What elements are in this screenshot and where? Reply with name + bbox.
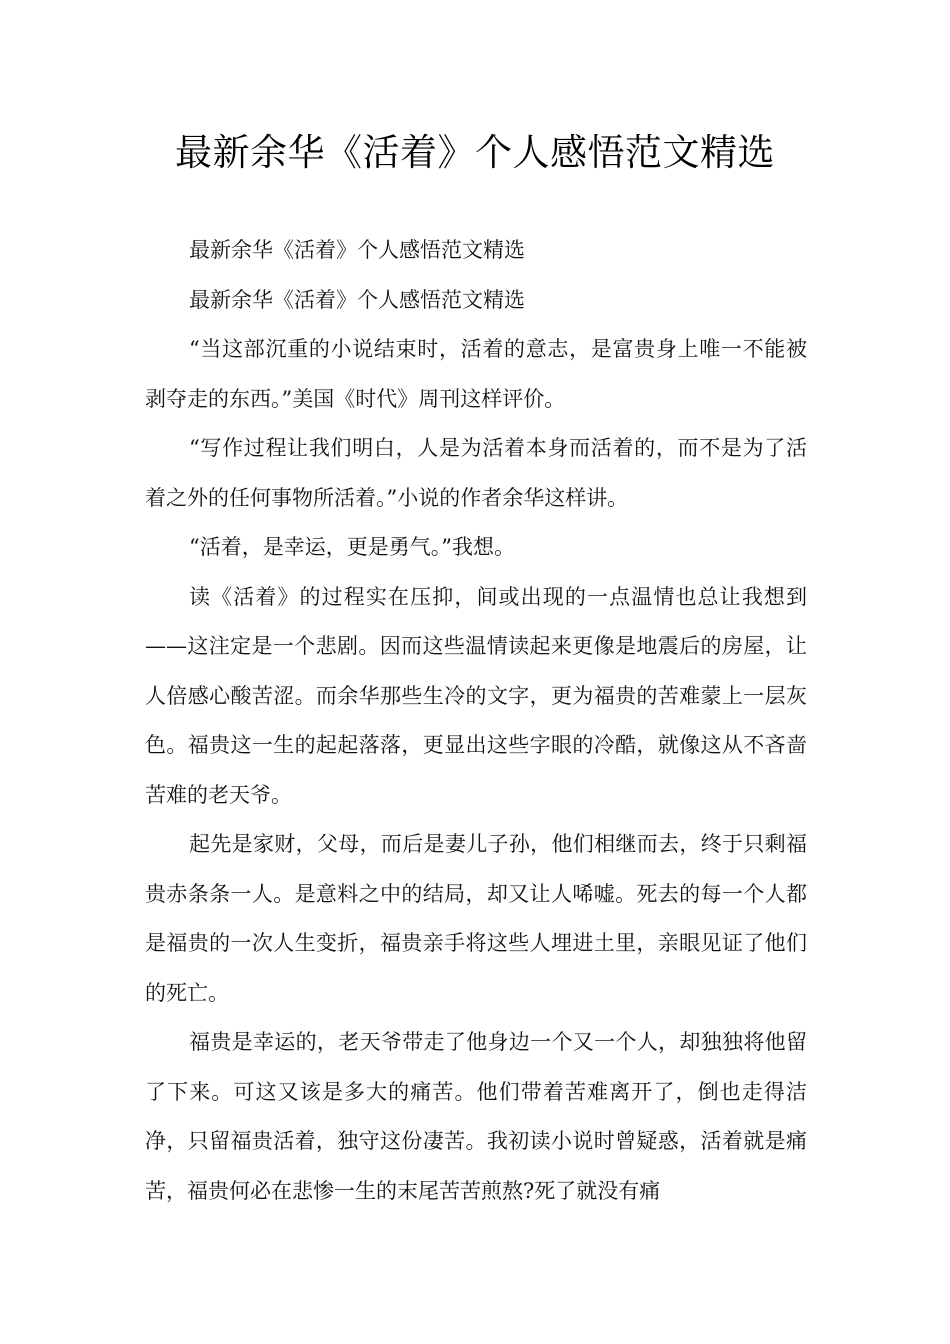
- paragraph-3: “当这部沉重的小说结束时，活着的意志，是富贵身上唯一不能被剥夺走的东西。”美国《时代》周刊这样评价。: [145, 337, 807, 411]
- paragraph-8: 福贵是幸运的，老天爷带走了他身边一个又一个人，却独独将他留了下来。可这又该是多大的痛苦。他们带着苦难离开了，倒也走得洁净，只留福贵活着，独守这份凄苦。我初读小说时曾疑惑，活着就是痛苦，福贵何必在悲惨一生的末尾苦苦煎熬?死了就没有痛: [145, 1030, 807, 1203]
- paragraph-2: 最新余华《活着》个人感悟范文精选: [189, 287, 525, 312]
- document-body: [145, 226, 807, 1216]
- paragraph-5: “活着，是幸运，更是勇气。”我想。: [189, 535, 515, 559]
- paragraph-6: 读《活着》的过程实在压抑，间或出现的一点温情也总让我想到——这注定是一个悲剧。因而这些温情读起来更像是地震后的房屋，让人倍感心酸苦涩。而余华那些生冷的文字，更为福贵的苦难蒙上一层灰色。福贵这一生的起起落落，更显出这些字眼的冷酷，就像这从不吝啬苦难的老天爷。: [145, 584, 807, 807]
- paragraph-4: “写作过程让我们明白，人是为活着本身而活着的，而不是为了活着之外的任何事物所活着。”小说的作者余华这样讲。: [145, 436, 807, 510]
- paragraph-1: 最新余华《活着》个人感悟范文精选: [189, 238, 525, 262]
- paragraph-7: 起先是家财，父母，而后是妻儿子孙，他们相继而去，终于只剩福贵赤条条一人。是意料之中的结局，却又让人唏嘘。死去的每一个人都是福贵的一次人生变折，福贵亲手将这些人埋进土里，亲眼见证了他们的死亡。: [145, 832, 807, 1005]
- document-title: 最新余华《活着》个人感悟范文精选: [175, 131, 775, 174]
